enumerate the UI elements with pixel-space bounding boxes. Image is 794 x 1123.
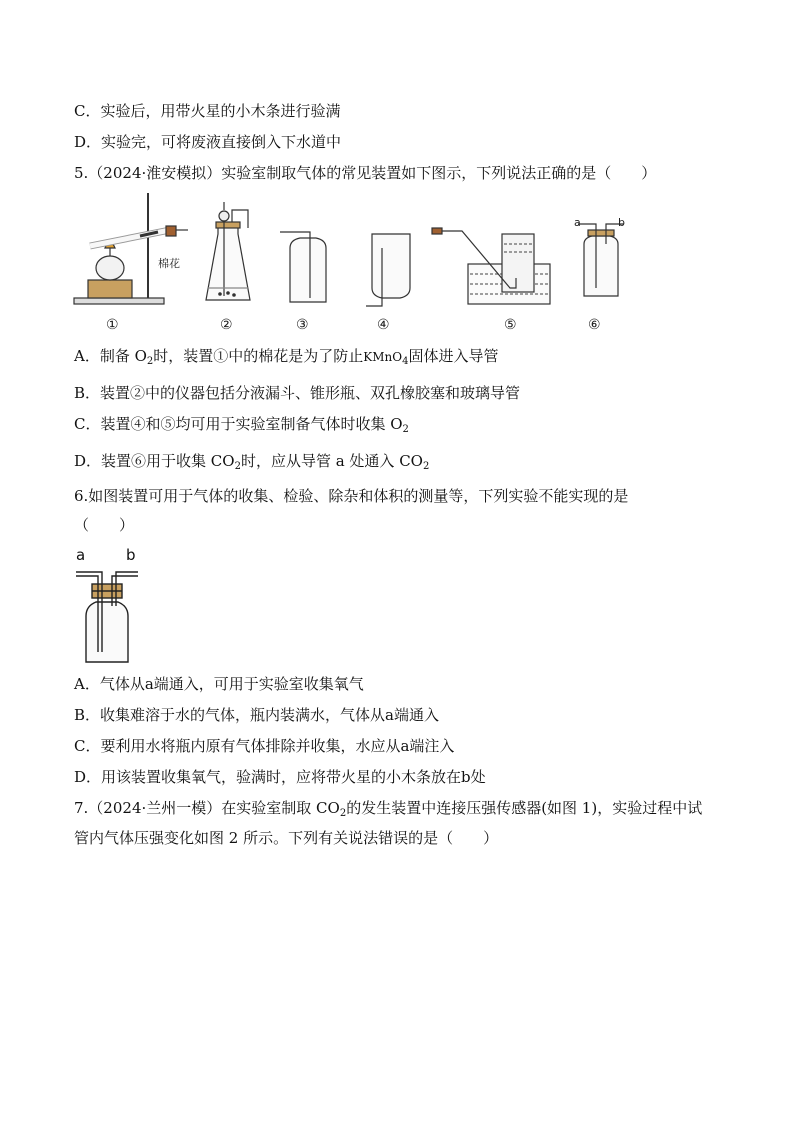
apparatus-6-port-a: a <box>574 216 581 229</box>
label-1: ① <box>106 317 119 333</box>
apparatus-4-inverted-bottle <box>366 234 410 306</box>
q5-option-a <box>74 346 499 369</box>
apparatus-2-flask <box>206 202 250 300</box>
q6-port-b: b <box>126 546 136 564</box>
apparatus-6-port-b: b <box>618 216 625 229</box>
label-6: ⑥ <box>588 317 601 333</box>
q5-option-d <box>74 451 429 474</box>
q5-option-b: B．装置②中的仪器包括分液漏斗、锥形瓶、双孔橡胶塞和玻璃导管 <box>74 384 521 402</box>
label-4: ④ <box>377 317 390 333</box>
q5-d-text-2: 时，应从导管 a 处通入 CO <box>240 452 423 470</box>
q5-c-text: C．装置④和⑤均可用于实验室制备气体时收集 O <box>74 415 403 433</box>
label-2: ② <box>220 317 233 333</box>
q5-a-text-1: A．制备 O <box>74 347 147 365</box>
q7-stem-line-1 <box>74 798 702 821</box>
q7-text-2: 的发生装置中连接压强传感器(如图 1)，实验过程中试 <box>346 799 703 817</box>
q5-a-text-3: 固体进入导管 <box>408 347 499 365</box>
apparatus-5-water-trough <box>432 228 550 304</box>
q7-text-1: 7.（2024·兰州一模）在实验室制取 CO <box>74 799 340 817</box>
q5-c-sub: 2 <box>402 424 409 435</box>
q5-a-sub-2: 4 <box>402 356 409 367</box>
q6-port-a: a <box>76 546 86 564</box>
q5-option-c <box>74 414 409 437</box>
cotton-label: 棉花 <box>158 257 180 270</box>
q6-bottle-figure <box>72 544 142 670</box>
q6-option-d: D．用该装置收集氧气，验满时，应将带火星的小木条放在b处 <box>74 768 486 786</box>
q6-option-c: C．要利用水将瓶内原有气体排除并收集，水应从a端注入 <box>74 737 455 755</box>
q5-apparatus-svg <box>70 188 630 338</box>
label-5: ⑤ <box>504 317 517 333</box>
q5-d-sub-1: 2 <box>234 461 241 472</box>
q7-sub: 2 <box>339 808 347 819</box>
q7-stem-line-2: 管内气体压强变化如图 2 所示。下列有关说法错误的是（ ） <box>74 829 499 847</box>
q4-option-c: C．实验后，用带火星的小木条进行验满 <box>74 102 341 120</box>
q5-a-formula: KMnO <box>363 350 403 364</box>
q4-option-d: D．实验完，可将废液直接倒入下水道中 <box>74 133 342 151</box>
q5-a-sub-1: 2 <box>146 356 154 367</box>
label-3: ③ <box>296 317 309 333</box>
q5-stem: 5.（2024·淮安模拟）实验室制取气体的常见装置如下图示，下列说法正确的是（ ） <box>74 164 657 182</box>
q6-option-a: A．气体从a端通入，可用于实验室收集氧气 <box>74 675 364 693</box>
apparatus-6-wash-bottle <box>578 224 624 296</box>
q6-stem: 6.如图装置可用于气体的收集、检验、除杂和体积的测量等，下列实验不能实现的是 <box>74 487 629 505</box>
q5-d-sub-2: 2 <box>422 461 430 472</box>
apparatus-1-heating <box>74 193 188 304</box>
apparatus-3-bottle <box>280 232 326 302</box>
q6-answer-paren: （ ） <box>74 516 135 534</box>
q5-apparatus-figure <box>70 188 630 338</box>
q5-a-text-2: 时，装置①中的棉花是为了防止 <box>153 347 364 365</box>
q6-bottle-svg <box>72 544 142 670</box>
q5-d-text-1: D．装置⑥用于收集 CO <box>74 452 235 470</box>
q6-option-b: B．收集难溶于水的气体，瓶内装满水，气体从a端通入 <box>74 706 439 724</box>
